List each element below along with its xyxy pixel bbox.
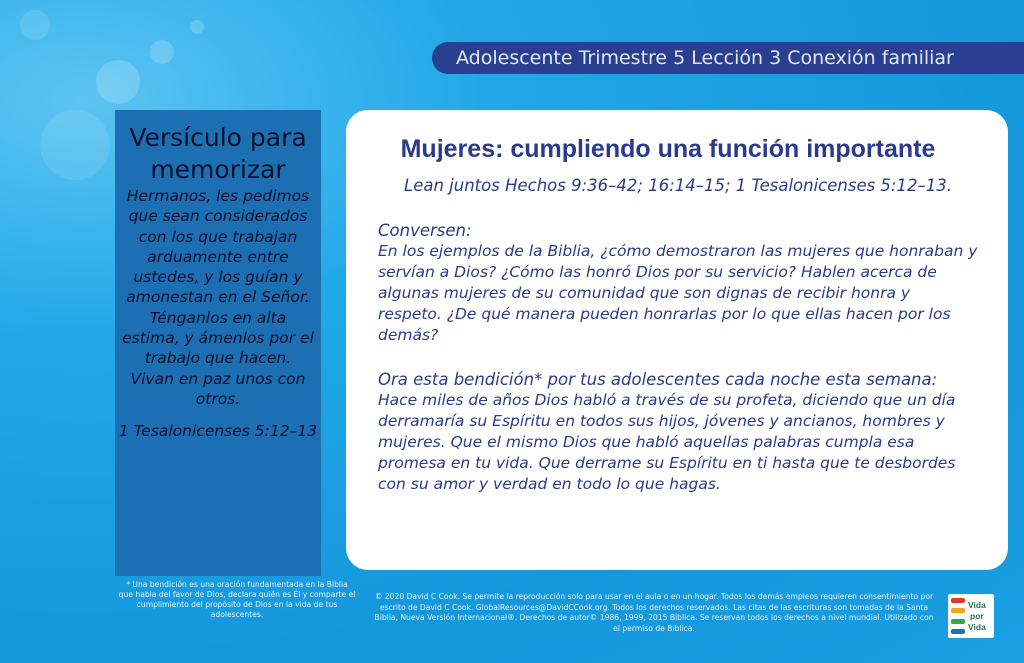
memory-verse-panel bbox=[115, 110, 321, 576]
content-card bbox=[346, 110, 1008, 570]
decorative-bubble bbox=[96, 60, 140, 104]
vida-por-vida-logo bbox=[948, 594, 994, 638]
logo-line: Vida bbox=[968, 599, 986, 610]
blessing-footnote: * Una bendición es una oración fundamentada en la Biblia que habla del favor de Dios, declara quién es Él y comparte el cumplimiento del propósito de Dios en la vida de tus adolescentes. bbox=[118, 580, 356, 619]
copyright-notice: © 2020 David C Cook. Se permite la reproducción solo para usar en el aula o en un hogar. Todos los demás empleos requieren consentimiento por escrito de David C Cook. GlobalResources@DavidCCook.org. Todos los derechos reservados. Las citas de las escrituras son tomadas de la Santa Biblia, Nueva Versión Internacional®. Derechos de autor© 1986, 1999, 2015 Biblica. Se reservan todos los derechos a nivel mundial. Utilizado con el permiso de Biblica. bbox=[374, 592, 934, 633]
logo-bar bbox=[951, 598, 965, 603]
discuss-body: En los ejemplos de la Biblia, ¿cómo demostraron las mujeres que honraban y servían a Dios? ¿Cómo las honró Dios por su servicio? Hablen acerca de algunas mujeres de su comunidad que son dignas de recibir honra y respeto. ¿De qué manera pueden honrarlas por lo que ellas hacen por los demás? bbox=[378, 242, 978, 344]
scripture-reading: Lean juntos Hechos 9:36–42; 16:14–15; 1 Tesalonicenses 5:12–13. bbox=[404, 176, 952, 195]
logo-line: por bbox=[970, 610, 984, 621]
logo-bar bbox=[951, 619, 965, 624]
decorative-bubble bbox=[150, 40, 174, 64]
lesson-header-bar: Adolescente Trimestre 5 Lección 3 Conexión familiar bbox=[432, 42, 1024, 74]
memory-verse-reference: 1 Tesalonicenses 5:12–13 bbox=[118, 422, 318, 441]
blessing-heading: Ora esta bendición* por tus adolescentes cada noche esta semana: bbox=[378, 370, 938, 389]
memory-verse-title: Versículo para memorizar bbox=[129, 123, 307, 184]
logo-bar bbox=[951, 629, 965, 634]
decorative-bubble bbox=[20, 10, 50, 40]
blessing-body: Hace miles de años Dios habló a través de su profeta, diciendo que un día derramaría su Espíritu en todos sus hijos, jóvenes y ancianos, hombres y mujeres. Que el mismo Dios que habló aquellas palabras cumpla esa promesa en tu vida. Que derrame su Espíritu en ti hasta que te desbordes con su amor y verdad en todo lo que hagas. bbox=[378, 391, 956, 493]
logo-mark-icon bbox=[951, 598, 965, 634]
logo-bar bbox=[951, 608, 965, 613]
decorative-bubble bbox=[40, 110, 110, 180]
logo-line: Vida bbox=[968, 621, 986, 632]
card-title: Mujeres: cumpliendo una función importante bbox=[400, 135, 936, 163]
logo-text bbox=[968, 600, 986, 633]
discuss-heading: Conversen: bbox=[378, 221, 472, 240]
memory-verse-text: Hermanos, les pedimos que sean considerados con los que trabajan arduamente entre ustedes, y los guían y amonestan en el Señor. Ténganlos en alta estima, y ámenlos por el trabajo que hacen. Vivan en paz unos con otros. bbox=[122, 187, 314, 408]
decorative-bubble bbox=[190, 20, 204, 34]
